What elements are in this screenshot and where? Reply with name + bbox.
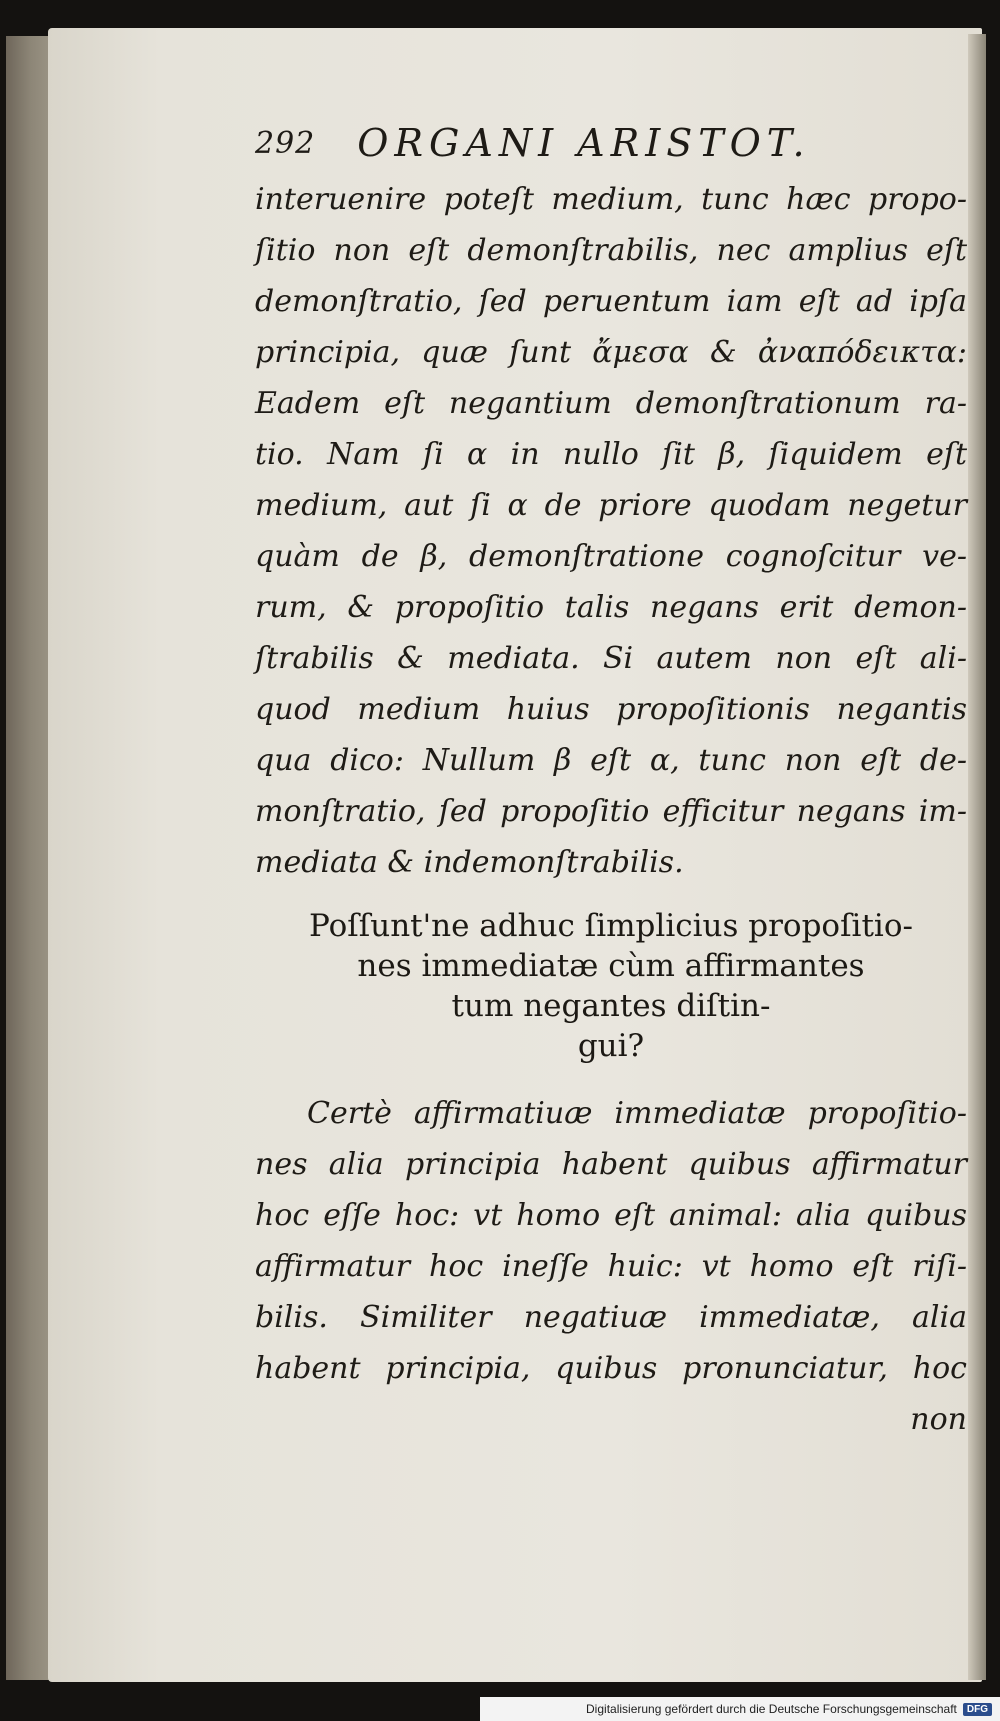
page-number: 292: [255, 125, 316, 161]
text-line: rum, & propoſitio talis negans erit demon-: [255, 590, 967, 625]
text-line: quod medium huius propoſitionis negantis: [255, 692, 967, 727]
text-line: bilis. Similiter negatiuæ immediatæ, alia: [255, 1300, 967, 1335]
running-head-title: ORGANI ARISTOT.: [357, 121, 811, 165]
text-line: tio. Nam ſi α in nullo ſit β, ſiquidem eſt: [255, 437, 967, 472]
page-gutter: [968, 34, 986, 1680]
paragraph-2: [255, 1088, 967, 1445]
catchword: non: [910, 1402, 967, 1437]
question-line: nes immediatæ cùm affirmantes: [357, 948, 865, 984]
text-line: quàm de β, demonſtratione cognoſcitur ve-: [255, 539, 967, 574]
paragraph-1: [255, 174, 967, 888]
text-line: demonſtratio, ſed peruentum iam eſt ad ipſa: [255, 284, 967, 319]
text-line: Certè affirmatiuæ immediatæ propoſitio-: [307, 1096, 967, 1131]
page-text: [255, 112, 967, 1445]
digitization-credit: [480, 1697, 1000, 1721]
question-line: gui?: [577, 1028, 645, 1064]
credit-text: Digitalisierung gefördert durch die Deutsche Forschungsgemeinschaft: [586, 1702, 957, 1716]
text-line: monſtratio, ſed propoſitio efficitur negans im-: [255, 794, 967, 829]
dfg-logo: DFG: [963, 1703, 992, 1716]
text-line: nes alia principia habent quibus affirmatur: [255, 1147, 967, 1182]
text-line: Eadem eſt negantium demonſtrationum ra-: [255, 386, 967, 421]
question-line: Poſſunt'ne adhuc ſimplicius propoſitio-: [309, 908, 913, 944]
question-line: tum negantes diſtin-: [451, 988, 771, 1024]
text-line: hoc eſſe hoc: vt homo eſt animal: alia quibus: [255, 1198, 967, 1233]
text-line: qua dico: Nullum β eſt α, tunc non eſt de-: [255, 743, 967, 778]
text-line: ſitio non eſt demonſtrabilis, nec amplius eſt: [255, 233, 967, 268]
text-line: mediata & indemonſtrabilis.: [255, 845, 684, 880]
text-line: medium, aut ſi α de priore quodam negetur: [255, 488, 967, 523]
running-header: [255, 112, 967, 174]
text-line: interuenire poteſt medium, tunc hæc propo-: [255, 182, 967, 217]
text-line: ſtrabilis & mediata. Si autem non eſt ali-: [255, 641, 967, 676]
question-heading: [255, 906, 967, 1066]
text-line: habent principia, quibus pronunciatur, hoc: [255, 1351, 967, 1386]
text-line: affirmatur hoc ineſſe huic: vt homo eſt riſi-: [255, 1249, 967, 1284]
text-line: principia, quæ ſunt ἄμεσα & ἀναπόδεικτα:: [255, 335, 967, 370]
